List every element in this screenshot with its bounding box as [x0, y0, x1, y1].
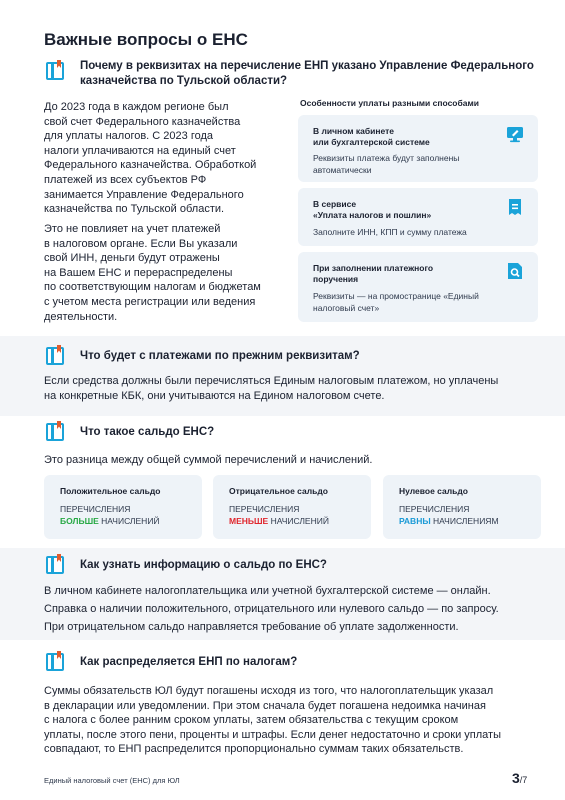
q2-title: Что будет с платежами по прежним реквизитам? — [80, 350, 360, 362]
saldo-title: Положительное сальдо — [60, 486, 161, 496]
card-title-line: При заполнении платежного — [313, 263, 434, 273]
card-title — [313, 126, 430, 148]
text-line: свой ИНН, деньги будут отражены — [44, 252, 220, 265]
saldo-title: Нулевое сальдо — [399, 486, 468, 496]
card-desc-line: Реквизиты — на промостранице «Единый — [313, 291, 479, 301]
card-description — [313, 226, 467, 238]
saldo-line — [229, 516, 329, 526]
saldo-line — [399, 516, 499, 526]
q1-title-line: Почему в реквизитах на перечисление ЕНП указано Управление Федерального — [80, 60, 534, 72]
saldo-card-positive — [44, 475, 202, 539]
text-line: с налога с более ранним сроком уплаты, затем обязательства с текущим сроком — [44, 714, 459, 727]
saldo-title: Отрицательное сальдо — [229, 486, 328, 496]
text-line: Это не повлияет на учет платежей — [44, 223, 221, 235]
card-title-line: В сервисе — [313, 199, 357, 209]
text-line: уплаты, после этого пени, проценты и штрафы. Если денег недостаточно и сроки уплаты — [44, 728, 501, 741]
page-number — [512, 770, 527, 786]
page-current: 3 — [512, 770, 520, 786]
text-line: на конкретные КБК, они учитываются на Едином налоговом счете. — [44, 389, 385, 402]
card-description — [313, 290, 479, 314]
text-line: Федерального казначейства. Обработкой — [44, 159, 257, 172]
text-line: Если средства должны были перечисляться Единым налоговым платежом, но уплачены — [44, 375, 499, 387]
book-icon — [46, 423, 64, 441]
text-line: Суммы обязательств ЮЛ будут погашены исходя из того, что налогоплательщик указал — [44, 685, 494, 697]
text-line: деятельности. — [44, 310, 118, 323]
card-desc-line: Заполните ИНН, КПП и сумму платежа — [313, 227, 467, 237]
text-line: налоги уплачиваются на единый счет — [44, 144, 236, 157]
card-title-line: «Уплата налогов и пошлин» — [313, 210, 432, 220]
saldo-card-zero — [383, 475, 541, 539]
saldo-line — [60, 516, 160, 526]
computer-icon — [506, 125, 524, 143]
page-title: Важные вопросы о ЕНС — [44, 30, 248, 49]
text-line: совпадают, то ЕНП распределится пропорционально суммам таких обязательств. — [44, 743, 464, 756]
card-description — [313, 152, 459, 176]
book-icon — [46, 556, 64, 574]
page-total: /7 — [519, 775, 528, 785]
q1-title-line: казначейства по Тульской области? — [80, 75, 288, 87]
text-line: на Вашем ЕНС и перераспределены — [44, 266, 233, 279]
card-title-line: поручения — [313, 274, 359, 284]
card-title-line: или бухгалтерской системе — [313, 137, 430, 147]
document-search-icon — [506, 262, 524, 280]
text-line: свой счет Федерального казначейства — [44, 115, 241, 128]
text-line: в декларации или уведомлении. При этом сначала будет погашена недоимка начиная — [44, 699, 486, 712]
text-line: платежей из всех субъектов РФ — [44, 173, 207, 186]
text-line: занимается Управление Федерального — [44, 188, 244, 201]
text-line: До 2023 года в каждом регионе был — [44, 101, 229, 113]
payment-card-cabinet — [298, 115, 538, 182]
saldo-rest: НАЧИСЛЕНИЯМ — [430, 516, 499, 526]
saldo-line: ПЕРЕЧИСЛЕНИЯ — [399, 504, 470, 514]
card-title-line: В личном кабинете — [313, 126, 395, 136]
saldo-highlight: БОЛЬШЕ — [60, 516, 99, 526]
card-title — [313, 263, 433, 285]
q3-title: Что такое сальдо ЕНС? — [80, 426, 215, 438]
text-line: с учетом места регистрации или ведения — [44, 295, 256, 308]
book-icon — [46, 347, 64, 365]
receipt-icon — [506, 198, 524, 216]
card-title — [313, 199, 431, 221]
card-desc-line: налоговый счет» — [313, 303, 380, 313]
q1-paragraph-2 — [44, 222, 261, 324]
saldo-line: ПЕРЕЧИСЛЕНИЯ — [229, 504, 300, 514]
text-line: для уплаты налогов. С 2023 года — [44, 130, 214, 143]
saldo-highlight: МЕНЬШЕ — [229, 516, 269, 526]
text-line: в налоговом органе. Если Вы указали — [44, 237, 238, 250]
book-icon — [46, 653, 64, 671]
card-desc-line: автоматически — [313, 165, 372, 175]
saldo-rest: НАЧИСЛЕНИЙ — [98, 516, 160, 526]
card-desc-line: Реквизиты платежа будут заполнены — [313, 153, 460, 163]
text-line: по соответствующим налогам и бюджетам — [44, 281, 261, 294]
q5-text — [44, 684, 501, 757]
q1-title — [80, 59, 534, 89]
saldo-highlight: РАВНЫ — [399, 516, 431, 526]
text-line: В личном кабинете налогоплательщика или учетной бухгалтерской системе — онлайн. — [44, 585, 491, 597]
saldo-line: ПЕРЕЧИСЛЕНИЯ — [60, 504, 131, 514]
q1-paragraph-1 — [44, 100, 256, 217]
payment-card-service — [298, 188, 538, 246]
q2-text — [44, 374, 498, 403]
q5-title: Как распределяется ЕНП по налогам? — [80, 656, 298, 668]
q4-text — [44, 584, 499, 616]
footer-text: Единый налоговый счет (ЕНС) для ЮЛ — [44, 776, 180, 785]
q4-title: Как узнать информацию о сальдо по ЕНС? — [80, 559, 327, 571]
payment-methods-heading: Особенности уплаты разными способами — [300, 98, 479, 108]
q4-text-2: При отрицательном сальдо направляется требование об уплате задолженности. — [44, 621, 459, 633]
book-icon — [46, 62, 64, 80]
text-line: Справка о наличии положительного, отрицательного или нулевого сальдо — по запросу. — [44, 602, 499, 615]
q3-text: Это разница между общей суммой перечислений и начислений. — [44, 454, 373, 466]
payment-card-order — [298, 252, 538, 322]
saldo-card-negative — [213, 475, 371, 539]
saldo-rest: НАЧИСЛЕНИЙ — [268, 516, 329, 526]
text-line: казначейства по Тульской области. — [44, 203, 225, 216]
